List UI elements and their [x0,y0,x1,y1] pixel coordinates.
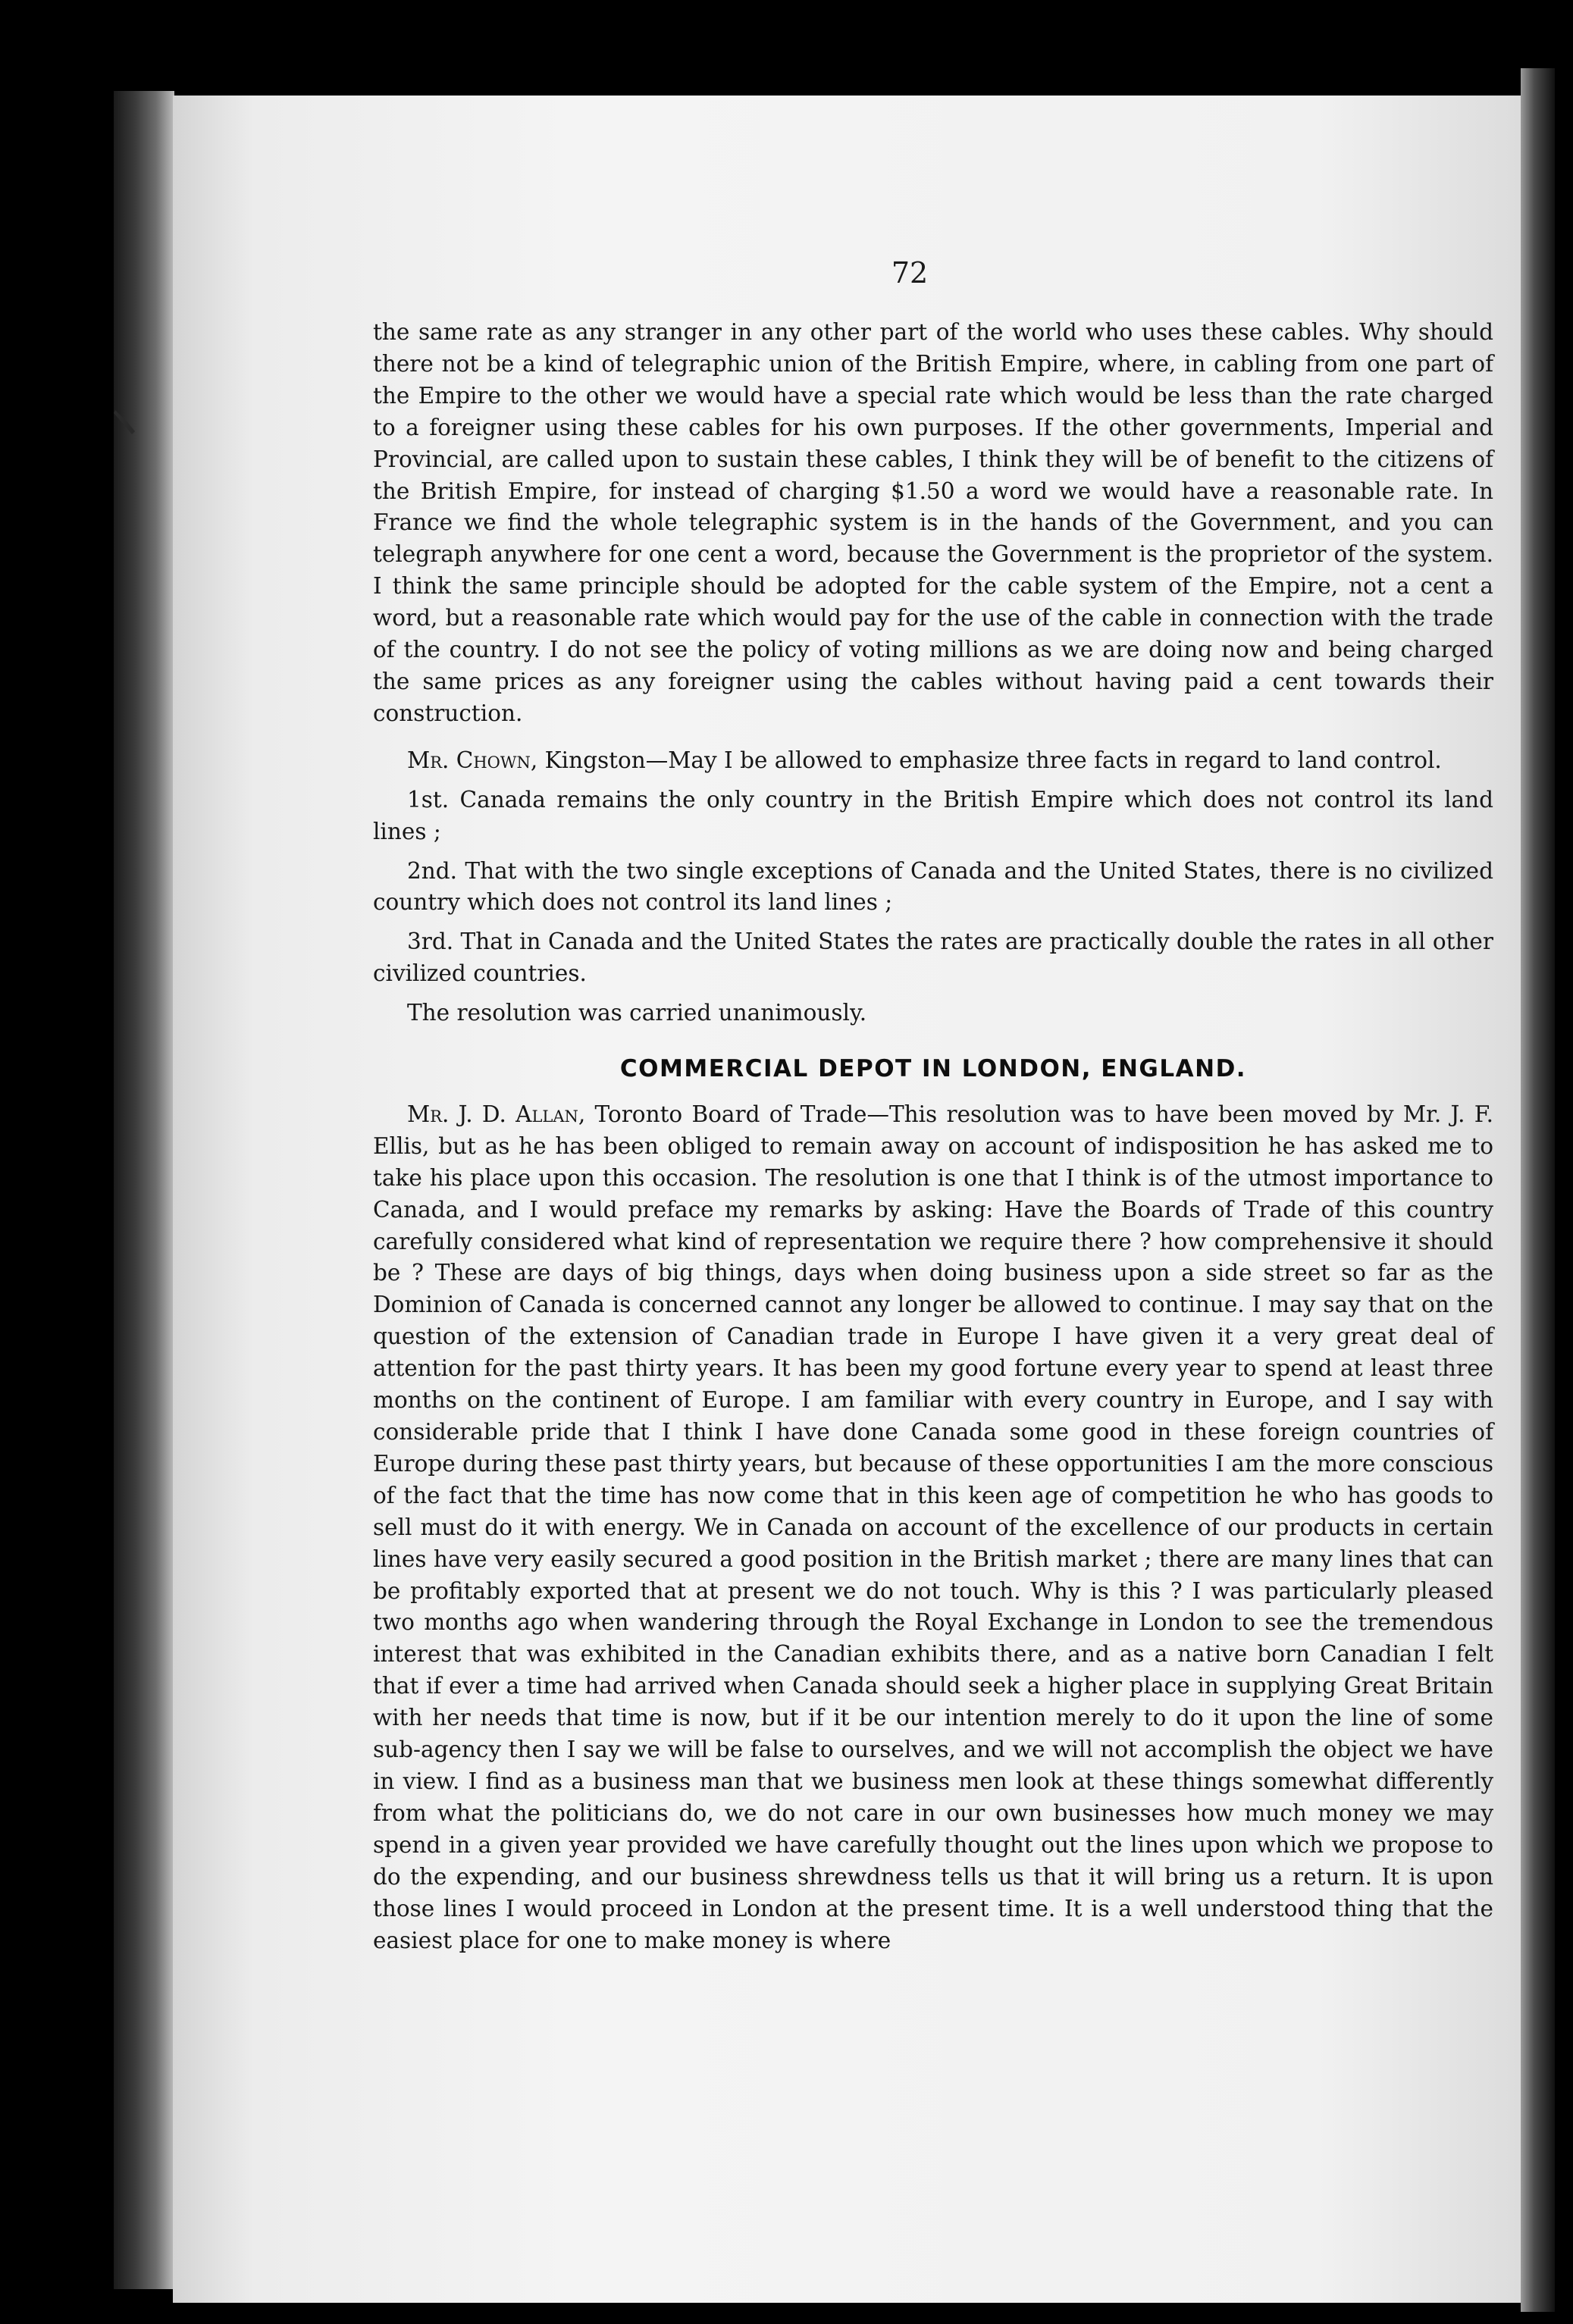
speaker-name: Mr. J. D. Allan [407,1101,578,1127]
page-body [373,317,1493,1956]
fact-second: 2nd. That with the two single exceptions of Canada and the United States, there is no civilized country which does not control its land lines ; [373,857,1493,916]
paragraph-allan [373,1099,1493,1956]
margin-pencil-mark-icon [112,406,139,437]
fact-first: 1st. Canada remains the only country in the British Empire which does not control its land lines ; [373,786,1493,844]
paragraph-chown [373,745,1493,777]
speaker-remarks: , Toronto Board of Trade—This resolution was to have been moved by Mr. J. F. Ellis, but as he has been obliged to remain away on account of indisposition he has asked me to take his place upon this occasion. The resolution is one that I think is of the utmost importance to Canada, and I would preface my remarks by asking: Have the Boards of Trade of this country carefully considered what kind of representation we require there ? how comprehensive it should be ? These are days of big things, days when doing business upon a side street so far as the Dominion of Canada is concerned cannot any longer be allowed to continue. I may say that on the question of the extension of Canadian trade in Europe I have given it a very great deal of attention for the past thirty years. It has been my good fortune every year to spend at least three months on the continent of Europe. I am familiar with every country in Europe, and I say with considerable pride that I think I have done Canada some good in these foreign countries of Europe during these past thirty years, but because of these opportunities I am the more conscious of the fact that the time has now come that in this keen age of competition he who has goods to sell must do it with energy. We in Canada on account of the excellence of our products in certain lines have very easily secured a good position in the British market ; there are many lines that can be profitably exported that at present we do not touch. Why is this ? I was particularly pleased two months ago when wandering through the Royal Exchange in London to see the tremendous interest that was exhibited in the Canadian exhibits there, and as a native born Canadian I felt that if ever a time had arrived when Canada should seek a higher place in supplying Great Britain with her needs that time is now, but if it be our intention merely to do it upon the line of some sub-agency then I say we will be false to ourselves, and we will not accomplish the object we have in view. I find as a business man that we business men look at these things somewhat differently from what the politicians do, we do not care in our own businesses how much money we may spend in a given year provided we have carefully thought out the lines upon which we propose to do the expending, and our business shrewdness tells us that it will bring us a return. It is upon those lines I would proceed in London at the present time. It is a well understood thing that the easiest place for one to make money is where [373,1101,1494,1953]
resolution-result: The resolution was carried unanimously. [407,1000,867,1026]
speaker-remarks: , Kingston—May I be allowed to emphasize three facts in regard to land control. [530,747,1442,773]
paragraph-cable-rates: the same rate as any stranger in any other part of the world who uses these cables. Why should there not be a kind of telegraphic union of the British Empire, where, in cabling from one part of the Empire to the other we would have a special rate which would be less than the rate charged to a foreigner using these cables for his own purposes. If the other governments, Imperial and Provincial, are called upon to sustain these cables, I think they will be of benefit to the citizens of the British Empire, for instead of charging $1.50 a word we would have a reasonable rate. In France we find the whole telegraphic system is in the hands of the Government, and you can telegraph anywhere for one cent a word, because the Government is the proprietor of the system. I think the same principle should be adopted for the cable system of the Empire, not a cent a word, but a reasonable rate which would pay for the use of the cable in connection with the trade of the country. I do not see the policy of voting millions as we are doing now and being charged the same prices as any foreigner using the cables without having paid a cent towards their construction. [373,319,1493,726]
book-right-edge [1521,68,1555,2312]
section-heading: COMMERCIAL DEPOT IN LONDON, ENGLAND. [619,1055,1247,1083]
speaker-name: Mr. Chown [407,747,531,773]
fact-third: 3rd. That in Canada and the United States the rates are practically double the rates in all other civilized countries. [373,929,1493,987]
page-number: 72 [891,256,929,290]
